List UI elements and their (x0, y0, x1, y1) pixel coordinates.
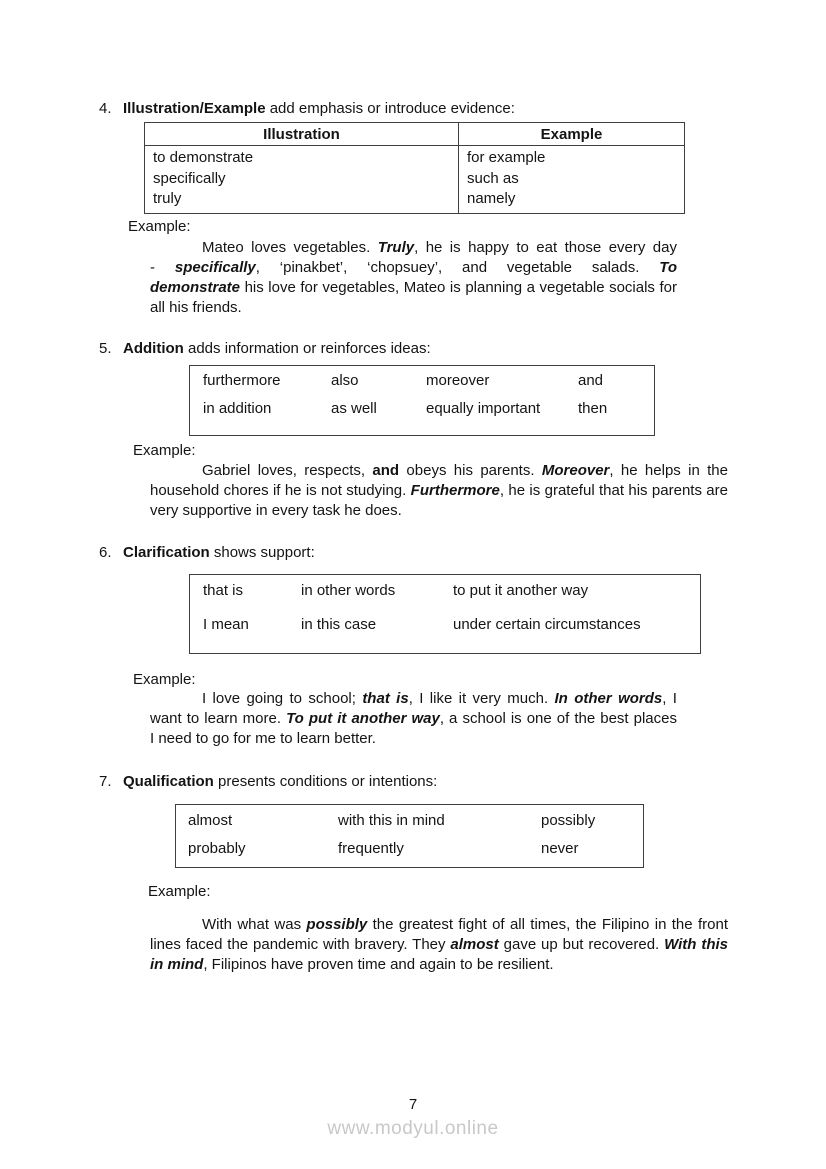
paragraph-line (150, 278, 677, 298)
item-term: Illustration/Example (123, 100, 266, 117)
paragraph-line (150, 689, 677, 709)
text-segment: In other words (554, 690, 663, 707)
text-segment: Gabriel loves, respects, (202, 462, 373, 479)
connector-word: almost (188, 812, 233, 829)
text-segment: , he is happy to eat those every day (414, 239, 677, 256)
connector-word-box (189, 365, 655, 436)
text-segment: - (150, 259, 175, 276)
paragraph-line (150, 258, 677, 278)
item-number: 4. (99, 100, 112, 117)
watermark: www.modyul.online (327, 1118, 499, 1139)
item-heading-text: adds information or reinforces ideas: (183, 340, 431, 357)
text-segment: Truly (377, 239, 415, 256)
item-heading-qualification (99, 773, 437, 790)
paragraph-line (150, 935, 728, 955)
text-segment: obeys his parents. (399, 462, 542, 479)
text-segment: I need to go for me to learn better. (150, 730, 376, 747)
text-segment: , I like it very much. (408, 690, 555, 707)
text-segment: Moreover (541, 462, 610, 479)
text-segment: , he is grateful that his parents are (499, 482, 728, 499)
table-cell-illustration-words (145, 146, 459, 214)
connector-word: with this in mind (338, 812, 445, 829)
connector-word: equally important (426, 400, 541, 417)
item-term: Clarification (123, 544, 210, 561)
word-line: specifically (153, 169, 226, 187)
text-segment: specifically (174, 259, 256, 276)
text-segment: demonstrate (150, 279, 241, 296)
example-paragraph (150, 461, 728, 521)
text-segment: possibly (306, 916, 368, 933)
table-cell-example-words (459, 146, 685, 214)
paragraph-line (150, 729, 677, 749)
paragraph-line (150, 915, 728, 935)
text-segment: , a school is one of the best places (439, 710, 677, 727)
text-segment: his love for vegetables, Mateo is planning a vegetable socials for (240, 279, 677, 296)
connector-word: then (578, 400, 608, 417)
connector-word: and (578, 372, 604, 389)
text-segment: in mind (150, 956, 204, 973)
text-segment: To put it another way (286, 710, 440, 727)
text-segment: , I (662, 690, 677, 707)
connector-word-box (175, 804, 644, 868)
table-header-illustration: Illustration (145, 123, 459, 146)
paragraph-line (150, 955, 728, 975)
text-segment: that is (362, 690, 409, 707)
example-paragraph (150, 915, 728, 975)
item-number: 5. (99, 340, 112, 357)
paragraph-line (150, 298, 677, 318)
paragraph-line (150, 461, 728, 481)
paragraph-line (150, 481, 728, 501)
item-term: Addition (123, 340, 184, 357)
text-segment: and (372, 462, 400, 479)
text-segment: To (659, 259, 677, 276)
word-line: such as (467, 169, 519, 187)
item-heading-text: shows support: (209, 544, 315, 561)
item-heading-text: presents conditions or intentions: (213, 773, 438, 790)
text-segment: all his friends. (150, 299, 242, 316)
connector-word: probably (188, 840, 246, 857)
connectors-table-wrap (144, 122, 685, 214)
text-segment: Mateo loves vegetables. (202, 239, 378, 256)
connector-word: as well (331, 400, 377, 417)
example-label: Example: (128, 218, 191, 235)
text-segment: very supportive in every task he does. (150, 502, 402, 519)
connector-word: in other words (301, 582, 396, 599)
connector-word: under certain circumstances (453, 616, 641, 633)
text-segment: almost (450, 936, 499, 953)
table-row (145, 146, 685, 214)
table-header-example: Example (459, 123, 685, 146)
text-segment: With this (664, 936, 728, 953)
connector-word: never (541, 840, 579, 857)
text-segment: household chores if he is not studying. (150, 482, 411, 499)
connector-word: frequently (338, 840, 404, 857)
item-heading-addition (99, 340, 431, 357)
text-segment: , Filipinos have proven time and again to be resilient. (203, 956, 554, 973)
connectors-table (144, 122, 685, 214)
text-segment: , ‘pinakbet’, ‘chopsuey’, and vegetable salads. (255, 259, 660, 276)
connector-word: possibly (541, 812, 596, 829)
connector-word: in this case (301, 616, 377, 633)
connector-word: I mean (203, 616, 249, 633)
item-number: 7. (99, 773, 112, 790)
item-heading-clarification (99, 544, 315, 561)
connector-word: furthermore (203, 372, 281, 389)
paragraph-line (150, 501, 728, 521)
item-heading-text: add emphasis or introduce evidence: (265, 100, 515, 117)
text-segment: the greatest fight of all times, the Filipino in the front (367, 916, 728, 933)
connector-word: moreover (426, 372, 490, 389)
text-segment: With what was (202, 916, 307, 933)
word-line: namely (467, 190, 516, 207)
connector-word: in addition (203, 400, 272, 417)
text-segment: lines faced the pandemic with bravery. They (150, 936, 451, 953)
text-segment: I love going to school; (202, 690, 363, 707)
text-segment: , he helps in the (609, 462, 728, 479)
connector-word: to put it another way (453, 582, 589, 599)
example-paragraph (150, 238, 677, 318)
page-number: 7 (408, 1096, 418, 1113)
word-line: truly (153, 190, 182, 207)
item-term: Qualification (123, 773, 214, 790)
text-segment: Furthermore (410, 482, 500, 499)
example-label: Example: (133, 671, 196, 688)
item-number: 6. (99, 544, 112, 561)
paragraph-line (150, 709, 677, 729)
connector-word: also (331, 372, 359, 389)
word-line: for example (467, 149, 546, 166)
paragraph-line (150, 238, 677, 258)
example-paragraph (150, 689, 677, 749)
text-segment: want to learn more. (150, 710, 287, 727)
text-segment: gave up but recovered. (498, 936, 665, 953)
example-label: Example: (133, 442, 196, 459)
item-heading-illustration-example (99, 100, 515, 117)
word-line: to demonstrate (153, 149, 254, 166)
example-label: Example: (148, 883, 211, 900)
connector-word: that is (203, 582, 244, 599)
connector-word-box (189, 574, 701, 654)
